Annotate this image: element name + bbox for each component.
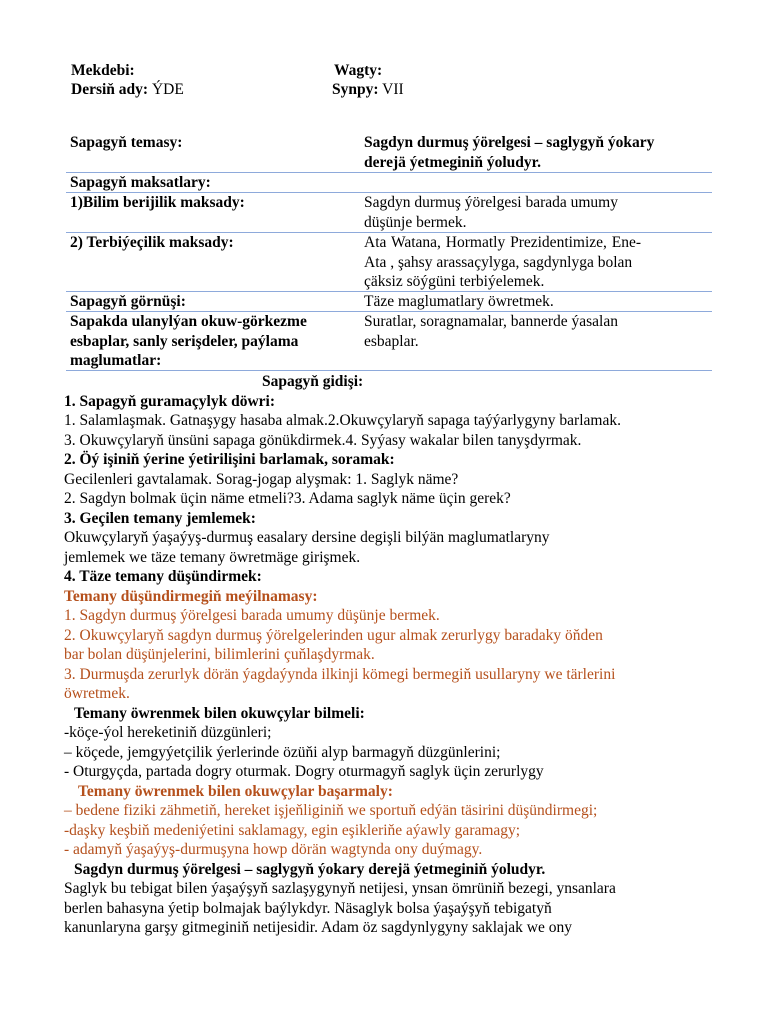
gidisi-heading: Sapagyň gidişi: bbox=[262, 373, 364, 390]
plan-line: 3. Durmuşda zerurlyk dörän ýagdaýynda ilkinji kömegi bermegiň usullaryny we tärlerini bbox=[64, 665, 616, 683]
bilim-value-line: Sagdyn durmuş ýörelgesi barada umumy bbox=[364, 194, 618, 211]
mekdebi-label: Mekdebi: bbox=[71, 62, 135, 79]
wagty-label: Wagty: bbox=[334, 62, 383, 79]
synpy bbox=[332, 80, 404, 100]
bilim-value-line: düşünje bermek. bbox=[364, 213, 467, 231]
dersin-ady-value: ÝDE bbox=[151, 81, 184, 98]
basarmaly-line: – bedene fiziki zähmetiň, hereket işjeňliginiň we sportuň edýän täsirini düşündirmegi; bbox=[64, 802, 598, 819]
section-3-title: 3. Geçilen temany jemlemek: bbox=[64, 509, 256, 527]
lesson-body bbox=[64, 372, 724, 938]
section-3-line: Okuwçylaryň ýaşaýyş-durmuş easalary dersine degişli bilýän maglumatlaryny bbox=[64, 529, 550, 546]
section-2-line: 2. Sagdyn bolmak üçin näme etmeli?3. Adama saglyk näme üçin gerek? bbox=[64, 490, 511, 507]
table-row-maksatlary bbox=[66, 173, 712, 193]
temasy-value-line: derejä ýetmeginiň ýoludyr. bbox=[364, 153, 541, 171]
synpy-value: VII bbox=[382, 81, 404, 98]
bilmeli-title: Temany öwrenmek bilen okuwçylar bilmeli: bbox=[74, 704, 365, 722]
esbap-value-line: esbaplar. bbox=[364, 332, 419, 350]
terbiye-value bbox=[364, 233, 706, 292]
plan-line: bar bolan düşünjelerini, bilimlerini çuňlaşdyrmak. bbox=[64, 646, 375, 663]
terbiye-value-line: çäksiz söýgüni terbiýelemek. bbox=[364, 273, 545, 290]
section-3-line: jemlemek we täze temany öwretmäge girişmek. bbox=[64, 548, 361, 566]
section-1-title: 1. Sapagyň guramaçylyk döwri: bbox=[64, 392, 275, 410]
table-row-terbiye bbox=[66, 233, 712, 292]
basarmaly-title: Temany öwrenmek bilen okuwçylar başarmaly: bbox=[78, 782, 393, 800]
paragraph-line: kanunlaryna garşy gitmeginiň netijesidir. Adam öz sagdynlygyny saklajak we ony bbox=[64, 919, 572, 936]
plan-line: 2. Okuwçylaryň sagdyn durmuş ýörelgelerinden ugur almak zerurlygy baradaky öňden bbox=[64, 626, 603, 644]
section-4-title: 4. Täze temany düşündirmek: bbox=[64, 568, 262, 585]
section-1-line: 3. Okuwçylaryň ünsüni sapaga gönükdirmek.4. Syýasy wakalar bilen tanyşdyrmak. bbox=[64, 431, 582, 449]
table-row-esbaplar bbox=[66, 312, 712, 371]
temasy-value-line: Sagdyn durmuş ýörelgesi – saglygyň ýokary bbox=[364, 134, 655, 151]
plan-title: Temany düşündirmegiň meýilnamasy: bbox=[64, 587, 318, 605]
maksatlary-label: Sapagyň maksatlary: bbox=[70, 174, 211, 191]
table-row-bilim bbox=[66, 193, 712, 233]
esbap-label bbox=[70, 312, 360, 371]
basarmaly-line: -daşky keşbiň medeniýetini saklamagy, egin eşikleriňe aýawly garamagy; bbox=[64, 821, 521, 839]
dersin-ady bbox=[71, 80, 184, 100]
terbiye-label: 2) Terbiýeçilik maksady: bbox=[70, 234, 234, 251]
section-2-line: Gecilenleri gavtalamak. Sorag-jogap alyşmak: 1. Saglyk näme? bbox=[64, 470, 459, 488]
paragraph-line: Saglyk bu tebigat bilen ýaşaýşyň sazlaşygynyň netijesi, ynsan ömrüniň bezegi, ynsanlara bbox=[64, 880, 616, 897]
lesson-info-table bbox=[66, 133, 712, 371]
table-row-temasy bbox=[66, 133, 712, 173]
plan-line: öwretmek. bbox=[64, 685, 130, 702]
basarmaly-line: - adamyň ýaşaýyş-durmuşyna howp dörän wagtynda ony duýmagy. bbox=[64, 841, 483, 858]
plan-line: 1. Sagdyn durmuş ýörelgesi barada umumy düşünje bermek. bbox=[64, 607, 440, 624]
bilim-value bbox=[364, 193, 706, 232]
esbap-value-line: Suratlar, soragnamalar, bannerde ýasalan bbox=[364, 313, 618, 330]
terbiye-value-line: Ata , şahsy arassaçylyga, sagdynlyga bolan bbox=[364, 253, 633, 271]
temasy-label: Sapagyň temasy: bbox=[70, 134, 183, 151]
section-1-line: 1. Salamlaşmak. Gatnaşygy hasaba almak.2.Okuwçylaryň sapaga taýýarlygyny barlamak. bbox=[64, 412, 621, 429]
table-row-gornusi bbox=[66, 292, 712, 312]
bilmeli-line: - Oturgyçda, partada dogry oturmak. Dogry oturmagyň saglyk üçin zerurlygy bbox=[64, 763, 544, 780]
synpy-label: Synpy: bbox=[332, 81, 379, 98]
bilmeli-line: -köçe-ýol hereketiniň düzgünleri; bbox=[64, 724, 272, 741]
dersin-ady-label: Dersiň ady: bbox=[71, 81, 149, 98]
bilim-label: 1)Bilim berijilik maksady: bbox=[70, 194, 245, 211]
topic-heading: Sagdyn durmuş ýörelgesi – saglygyň ýokary derejä ýetmeginiň ýoludyr. bbox=[74, 860, 546, 878]
gornusi-value: Täze maglumatlary öwretmek. bbox=[364, 293, 554, 310]
temasy-value bbox=[364, 133, 706, 172]
gornusi-label: Sapagyň görnüşi: bbox=[70, 293, 186, 310]
terbiye-value-line: Ata Watana, Hormatly Prezidentimize, Ene- bbox=[364, 234, 642, 251]
esbap-label-line: esbaplar, sanly serişdeler, paýlama bbox=[70, 332, 299, 350]
esbap-label-line: Sapakda ulanylýan okuw-görkezme bbox=[70, 313, 307, 330]
bilmeli-line: – köçede, jemgyýetçilik ýerlerinde özüňi alyp barmagyň düzgünlerini; bbox=[64, 743, 501, 761]
esbap-label-line: maglumatlar: bbox=[70, 352, 162, 369]
esbap-value bbox=[364, 312, 706, 351]
section-2-title: 2. Öý işiniň ýerine ýetirilişini barlamak, soramak: bbox=[64, 451, 395, 468]
paragraph-line: berlen bahasyna ýetip bolmajak baýlykdyr. Näsaglyk bolsa ýaşaýşyň tebigatyň bbox=[64, 899, 552, 917]
